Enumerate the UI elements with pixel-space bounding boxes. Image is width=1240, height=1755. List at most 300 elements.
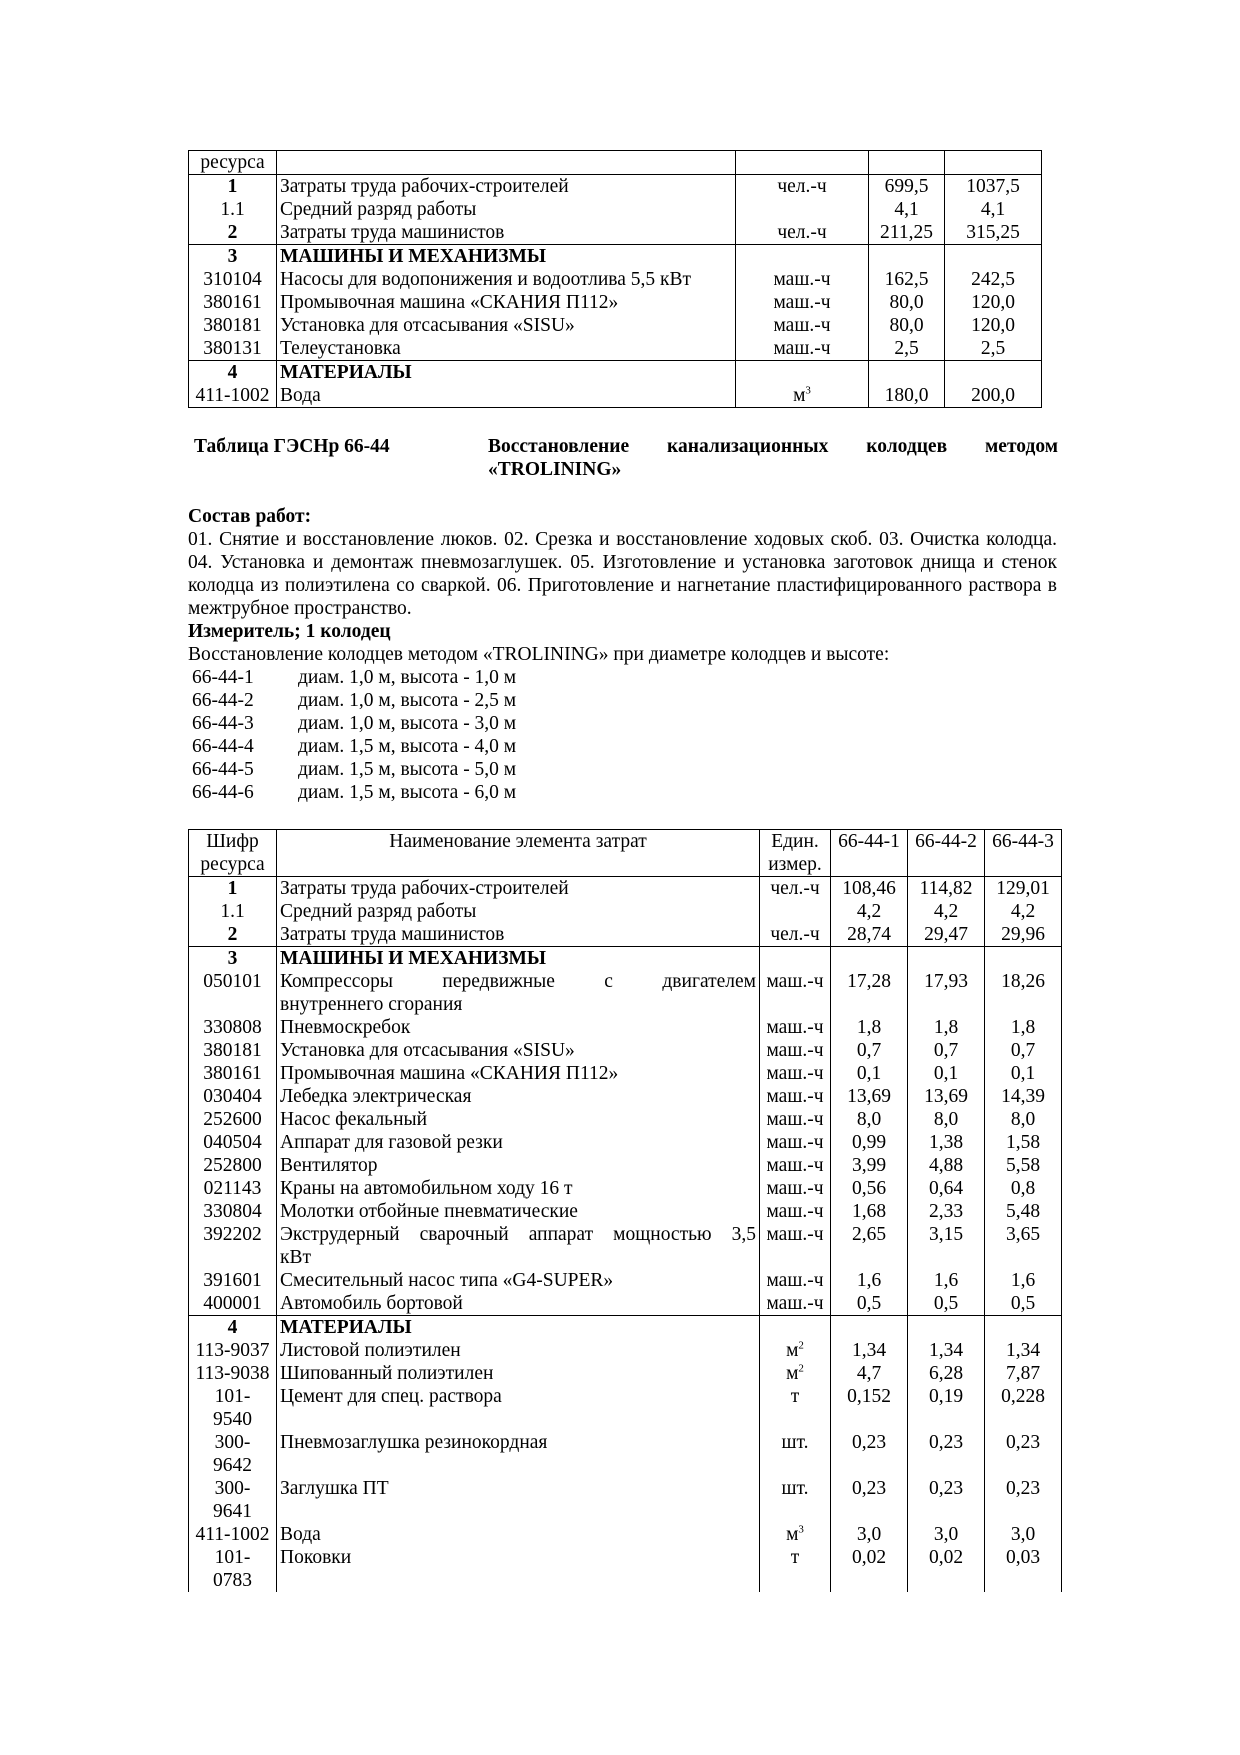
header-code: Шифр ресурса xyxy=(189,830,277,877)
variant-item xyxy=(188,758,1057,781)
value-cell-1: 4,2 xyxy=(831,900,908,923)
name-cell-line: Краны на автомобильном ходу 16 т xyxy=(280,1178,573,1199)
unit-text: маш.-ч xyxy=(773,338,831,359)
unit-cell xyxy=(760,923,831,947)
name-cell-line: Цемент для спец. раствора xyxy=(280,1386,502,1407)
unit-text: маш.-ч xyxy=(773,269,831,290)
name-cell xyxy=(277,1523,760,1546)
code-cell xyxy=(189,1062,277,1085)
value-cell-1: 0,99 xyxy=(831,1131,908,1154)
name-cell xyxy=(277,877,760,901)
code-cell-line: 3 xyxy=(227,246,238,267)
value-cell-1: 8,0 xyxy=(831,1108,908,1131)
name-cell xyxy=(277,1477,760,1523)
value-cell-3: 129,01 xyxy=(985,877,1062,901)
value-cell-2: 13,69 xyxy=(908,1085,985,1108)
value-cell-1: 28,74 xyxy=(831,923,908,947)
unit-cell xyxy=(736,198,869,221)
name-cell xyxy=(277,900,760,923)
code-cell-line: 101- xyxy=(214,1547,251,1568)
variant-item xyxy=(188,666,1057,689)
unit-text: маш.-ч xyxy=(766,1109,824,1130)
value-cell-2 xyxy=(945,361,1042,385)
value-cell-2: 17,93 xyxy=(908,970,985,1016)
unit-cell xyxy=(736,384,869,408)
name-cell xyxy=(277,1085,760,1108)
unit-cell xyxy=(736,268,869,291)
name-cell-line: МАШИНЫ И МЕХАНИЗМЫ xyxy=(280,948,547,969)
value-cell-1: 80,0 xyxy=(869,291,945,314)
unit-cell xyxy=(760,1316,831,1340)
value-cell-3: 29,96 xyxy=(985,923,1062,947)
name-cell-line: Промывочная машина «СКАНИЯ П112» xyxy=(280,292,619,313)
code-cell-line: 021143 xyxy=(203,1178,262,1199)
table-row xyxy=(189,1431,1062,1477)
name-cell xyxy=(277,1362,760,1385)
code-cell-line: 1.1 xyxy=(220,901,245,922)
table-row xyxy=(189,1385,1062,1431)
code-cell xyxy=(189,1108,277,1131)
table1-body xyxy=(189,151,1042,408)
name-cell-line: Насосы для водопонижения и водоотлива 5,5 кВт xyxy=(280,269,692,290)
name-cell-line: Пневмоскребок xyxy=(280,1017,411,1038)
value-cell-2: 0,23 xyxy=(908,1431,985,1477)
unit-cell xyxy=(760,1200,831,1223)
unit-text: чел.-ч xyxy=(770,878,820,899)
name-cell xyxy=(277,923,760,947)
unit-cell xyxy=(760,1016,831,1039)
variant-item xyxy=(188,689,1057,712)
unit-text: маш.-ч xyxy=(766,1224,824,1245)
table-row xyxy=(189,361,1042,385)
value-cell-2: 2,33 xyxy=(908,1200,985,1223)
name-cell-line: Насос фекальный xyxy=(280,1109,428,1130)
unit-cell xyxy=(760,1085,831,1108)
value-cell-2: 114,82 xyxy=(908,877,985,901)
code-cell xyxy=(189,291,277,314)
name-cell-line: Средний разряд работы xyxy=(280,199,477,220)
name-cell-line: МАТЕРИАЛЫ xyxy=(280,1317,412,1338)
value-cell-1: 699,5 xyxy=(869,175,945,199)
table-row xyxy=(189,970,1062,1016)
variant-item xyxy=(188,781,1057,804)
table-row xyxy=(189,1131,1062,1154)
table-row xyxy=(189,175,1042,199)
value-cell-2: 1,38 xyxy=(908,1131,985,1154)
name-cell-line2: внутреннего сгорания xyxy=(280,994,463,1015)
name-cell xyxy=(277,384,736,408)
name-cell-line: Средний разряд работы xyxy=(280,901,477,922)
table-row xyxy=(189,1269,1062,1292)
value-cell-3: 4,2 xyxy=(985,900,1062,923)
unit-cell xyxy=(736,337,869,361)
header-col-2: 66-44-2 xyxy=(908,830,985,877)
unit-exponent: 3 xyxy=(805,384,811,397)
code-cell-line: 400001 xyxy=(203,1293,262,1314)
value-cell-2 xyxy=(945,245,1042,269)
code-cell xyxy=(189,1316,277,1340)
name-cell xyxy=(277,268,736,291)
unit-text: маш.-ч xyxy=(766,1017,824,1038)
unit-text: м xyxy=(786,1363,799,1384)
value-cell-2: 0,02 xyxy=(908,1546,985,1592)
name-cell xyxy=(277,1223,760,1269)
value-cell-1: 0,02 xyxy=(831,1546,908,1592)
variants-list xyxy=(188,666,1057,804)
value-cell-2: 0,64 xyxy=(908,1177,985,1200)
value-cell-1: 0,5 xyxy=(831,1292,908,1316)
variants-intro: Восстановление колодцев методом «TROLINING» при диаметре колодцев и высоте: xyxy=(188,644,890,665)
table-row xyxy=(189,1108,1062,1131)
variant-desc: диам. 1,5 м, высота - 5,0 м xyxy=(298,759,517,780)
code-cell-line: 030404 xyxy=(203,1086,262,1107)
unit-cell xyxy=(760,1431,831,1477)
table-row xyxy=(189,1039,1062,1062)
name-cell-line: Поковки xyxy=(280,1547,352,1568)
value-cell-1: 1,68 xyxy=(831,1200,908,1223)
header-unit: Един. измер. xyxy=(760,830,831,877)
code-cell-line: 300- xyxy=(214,1478,251,1499)
code-cell xyxy=(189,1339,277,1362)
name-cell xyxy=(277,1108,760,1131)
code-cell xyxy=(189,1131,277,1154)
unit-cell xyxy=(760,1039,831,1062)
name-cell xyxy=(277,1131,760,1154)
name-cell-line: Вода xyxy=(280,1524,321,1545)
code-cell xyxy=(189,245,277,269)
name-cell xyxy=(277,1177,760,1200)
code-cell-line2: 0783 xyxy=(213,1570,252,1591)
code-cell xyxy=(189,947,277,971)
value-cell-3: 1,8 xyxy=(985,1016,1062,1039)
code-cell xyxy=(189,1362,277,1385)
unit-text: т xyxy=(790,1547,800,1568)
code-cell xyxy=(189,198,277,221)
unit-text: чел.-ч xyxy=(777,176,827,197)
name-cell xyxy=(277,1200,760,1223)
name-cell-line: Экструдерный сварочный аппарат мощностью 3,5 xyxy=(280,1224,756,1245)
code-cell xyxy=(189,900,277,923)
value-cell-3: 0,23 xyxy=(985,1431,1062,1477)
unit-text: маш.-ч xyxy=(773,292,831,313)
code-cell-line: 3 xyxy=(227,948,238,969)
unit-text: маш.-ч xyxy=(766,1270,824,1291)
variant-code: 66-44-5 xyxy=(192,759,254,780)
value-cell-1: 211,25 xyxy=(869,221,945,245)
header-name: Наименование элемента затрат xyxy=(277,830,760,877)
unit-text: маш.-ч xyxy=(766,1040,824,1061)
code-cell xyxy=(189,1385,277,1431)
value-cell-2: 1037,5 xyxy=(945,175,1042,199)
unit-text: м xyxy=(786,1524,799,1545)
code-cell xyxy=(189,1292,277,1316)
value-cell-1: 0,23 xyxy=(831,1477,908,1523)
unit-text: маш.-ч xyxy=(773,315,831,336)
unit-cell xyxy=(760,1523,831,1546)
name-cell xyxy=(277,1269,760,1292)
name-cell xyxy=(277,1062,760,1085)
value-cell-2: 2,5 xyxy=(945,337,1042,361)
unit-text: шт. xyxy=(781,1432,809,1453)
value-cell-2: 1,8 xyxy=(908,1016,985,1039)
code-cell-line: 391601 xyxy=(203,1270,262,1291)
unit-cell xyxy=(760,1154,831,1177)
value-cell-1 xyxy=(869,245,945,269)
unit-exponent: 3 xyxy=(798,1523,804,1536)
value-cell-1: 108,46 xyxy=(831,877,908,901)
variant-code: 66-44-3 xyxy=(192,713,254,734)
code-cell xyxy=(189,268,277,291)
code-cell-line: 330808 xyxy=(203,1017,262,1038)
value-cell-3: 8,0 xyxy=(985,1108,1062,1131)
unit-cell xyxy=(760,900,831,923)
variant-desc: диам. 1,0 м, высота - 2,5 м xyxy=(298,690,517,711)
name-cell xyxy=(277,1339,760,1362)
value-cell-1: 0,152 xyxy=(831,1385,908,1431)
value-cell-2: 120,0 xyxy=(945,291,1042,314)
value-cell-2: 6,28 xyxy=(908,1362,985,1385)
value-cell-3: 7,87 xyxy=(985,1362,1062,1385)
variant-code: 66-44-1 xyxy=(192,667,254,688)
value-cell-1 xyxy=(831,947,908,971)
table-row xyxy=(189,1292,1062,1316)
unit-cell xyxy=(760,1108,831,1131)
unit-cell xyxy=(760,947,831,971)
value-cell-1: 80,0 xyxy=(869,314,945,337)
code-cell-line: 1.1 xyxy=(220,199,245,220)
name-cell xyxy=(277,947,760,971)
value-cell-1: 3,0 xyxy=(831,1523,908,1546)
code-cell-line: 310104 xyxy=(203,269,262,290)
name-cell xyxy=(277,291,736,314)
code-cell xyxy=(189,923,277,947)
table-row xyxy=(189,245,1042,269)
name-cell-line: МАШИНЫ И МЕХАНИЗМЫ xyxy=(280,246,547,267)
table-row xyxy=(189,1085,1062,1108)
unit-cell xyxy=(760,970,831,1016)
unit-text: чел.-ч xyxy=(777,222,827,243)
value-cell-2: 3,15 xyxy=(908,1223,985,1269)
value-cell-2: 1,34 xyxy=(908,1339,985,1362)
unit-text: м xyxy=(793,385,806,406)
code-cell-line: 392202 xyxy=(203,1224,262,1245)
code-cell-line: 380181 xyxy=(203,1040,262,1061)
table-row xyxy=(189,1200,1062,1223)
code-cell xyxy=(189,1269,277,1292)
name-cell-line: Промывочная машина «СКАНИЯ П112» xyxy=(280,1063,619,1084)
value-cell-1: 1,34 xyxy=(831,1339,908,1362)
value-cell-2: 1,6 xyxy=(908,1269,985,1292)
header-col-1: 66-44-1 xyxy=(831,830,908,877)
variant-desc: диам. 1,5 м, высота - 6,0 м xyxy=(298,782,517,803)
code-cell-line: 300- xyxy=(214,1432,251,1453)
code-cell-line: 2 xyxy=(227,222,238,243)
name-cell-line: Затраты труда машинистов xyxy=(280,924,505,945)
unit-cell xyxy=(760,1269,831,1292)
table-row xyxy=(189,1339,1062,1362)
value-cell-1: 0,1 xyxy=(831,1062,908,1085)
code-cell-line: 2 xyxy=(227,924,238,945)
unit-cell xyxy=(760,1292,831,1316)
name-cell-line: Установка для отсасывания «SISU» xyxy=(280,315,575,336)
code-cell xyxy=(189,337,277,361)
name-cell-line: Аппарат для газовой резки xyxy=(280,1132,503,1153)
code-cell-line2: 9641 xyxy=(213,1501,252,1522)
name-cell-line: Установка для отсасывания «SISU» xyxy=(280,1040,575,1061)
unit-text: маш.-ч xyxy=(766,971,824,992)
value-cell-2: 242,5 xyxy=(945,268,1042,291)
value-cell-3 xyxy=(985,1316,1062,1340)
table-row xyxy=(189,1523,1062,1546)
resource-table-continued xyxy=(188,150,1042,408)
value-cell-3: 0,228 xyxy=(985,1385,1062,1431)
unit-cell xyxy=(760,1177,831,1200)
code-cell-line: 050101 xyxy=(203,971,262,992)
value-cell-2: 0,5 xyxy=(908,1292,985,1316)
name-cell xyxy=(277,1385,760,1431)
table-title: Восстановление канализационных колодцев методом «TROLINING» xyxy=(488,436,1058,480)
value-cell-1: 2,65 xyxy=(831,1223,908,1269)
value-cell-1: 17,28 xyxy=(831,970,908,1016)
code-cell xyxy=(189,1085,277,1108)
composition-label: Состав работ: xyxy=(188,506,312,527)
name-cell-line: Пневмозаглушка резинокордная xyxy=(280,1432,548,1453)
value-cell-3: 1,58 xyxy=(985,1131,1062,1154)
table-row xyxy=(189,268,1042,291)
unit-text: маш.-ч xyxy=(766,1155,824,1176)
value-cell-3: 5,58 xyxy=(985,1154,1062,1177)
code-cell-line: 252800 xyxy=(203,1155,262,1176)
table-row xyxy=(189,1062,1062,1085)
variant-desc: диам. 1,0 м, высота - 1,0 м xyxy=(298,667,517,688)
value-cell-1: 0,7 xyxy=(831,1039,908,1062)
value-cell-2: 4,1 xyxy=(945,198,1042,221)
name-cell xyxy=(277,1039,760,1062)
variant-item xyxy=(188,712,1057,735)
table-row xyxy=(189,877,1062,901)
unit-text: шт. xyxy=(781,1478,809,1499)
value-cell-1 xyxy=(869,361,945,385)
value-cell-1: 4,7 xyxy=(831,1362,908,1385)
name-cell xyxy=(277,1154,760,1177)
variant-desc: диам. 1,0 м, высота - 3,0 м xyxy=(298,713,517,734)
code-cell-line: 252600 xyxy=(203,1109,262,1130)
code-cell-line: 113-9037 xyxy=(195,1340,270,1361)
table-row xyxy=(189,384,1042,408)
unit-cell xyxy=(760,1477,831,1523)
code-cell xyxy=(189,314,277,337)
code-cell xyxy=(189,1200,277,1223)
value-cell-2: 4,88 xyxy=(908,1154,985,1177)
table-row xyxy=(189,1154,1062,1177)
unit-text: маш.-ч xyxy=(766,1178,824,1199)
name-cell xyxy=(277,221,736,245)
unit-text: маш.-ч xyxy=(766,1201,824,1222)
table-row xyxy=(189,221,1042,245)
value-cell-3: 0,8 xyxy=(985,1177,1062,1200)
table-row xyxy=(189,1546,1062,1592)
unit-text: чел.-ч xyxy=(770,924,820,945)
name-cell-line: Молотки отбойные пневматические xyxy=(280,1201,578,1222)
unit-cell xyxy=(760,1546,831,1592)
unit-exponent: 2 xyxy=(798,1362,804,1375)
table1-header-row xyxy=(189,151,1042,175)
name-cell-line2: кВт xyxy=(280,1247,312,1268)
code-cell xyxy=(189,221,277,245)
code-cell xyxy=(189,1477,277,1523)
value-cell-3: 0,03 xyxy=(985,1546,1062,1592)
table2-header-row xyxy=(189,830,1062,877)
value-cell-2: 0,19 xyxy=(908,1385,985,1431)
name-cell xyxy=(277,198,736,221)
unit-text: маш.-ч xyxy=(766,1132,824,1153)
name-cell-line: МАТЕРИАЛЫ xyxy=(280,362,412,383)
value-cell-1: 2,5 xyxy=(869,337,945,361)
meter-line: Измеритель; 1 колодец xyxy=(188,621,391,642)
unit-cell xyxy=(760,1062,831,1085)
value-cell-2 xyxy=(908,947,985,971)
table-row xyxy=(189,1177,1062,1200)
code-cell xyxy=(189,1177,277,1200)
value-cell-2: 0,23 xyxy=(908,1477,985,1523)
table-row xyxy=(189,1016,1062,1039)
unit-cell xyxy=(760,1339,831,1362)
unit-cell xyxy=(760,1385,831,1431)
table-row xyxy=(189,337,1042,361)
resource-table xyxy=(188,829,1062,1592)
value-cell-1: 1,8 xyxy=(831,1016,908,1039)
code-cell-line: 380161 xyxy=(203,1063,262,1084)
value-cell-3: 0,5 xyxy=(985,1292,1062,1316)
name-cell xyxy=(277,1316,760,1340)
value-cell-1: 180,0 xyxy=(869,384,945,408)
table-row xyxy=(189,900,1062,923)
name-cell-line: Лебедка электрическая xyxy=(280,1086,472,1107)
value-cell-3: 14,39 xyxy=(985,1085,1062,1108)
name-cell-line: Шипованный полиэтилен xyxy=(280,1363,494,1384)
code-cell-line: 411-1002 xyxy=(195,1524,270,1545)
code-cell xyxy=(189,1016,277,1039)
code-cell-line: 411-1002 xyxy=(195,385,270,406)
unit-cell xyxy=(736,245,869,269)
value-cell-1: 0,23 xyxy=(831,1431,908,1477)
unit-text: маш.-ч xyxy=(766,1293,824,1314)
table-row xyxy=(189,1316,1062,1340)
code-cell-line: 040504 xyxy=(203,1132,262,1153)
value-cell-3: 5,48 xyxy=(985,1200,1062,1223)
unit-cell xyxy=(760,1362,831,1385)
table-row xyxy=(189,1477,1062,1523)
value-cell-1 xyxy=(831,1316,908,1340)
value-cell-1: 0,56 xyxy=(831,1177,908,1200)
unit-cell xyxy=(760,877,831,901)
name-cell xyxy=(277,245,736,269)
table2-body xyxy=(189,830,1062,1593)
value-cell-1: 3,99 xyxy=(831,1154,908,1177)
value-cell-2: 29,47 xyxy=(908,923,985,947)
code-cell xyxy=(189,877,277,901)
value-cell-1: 13,69 xyxy=(831,1085,908,1108)
unit-cell xyxy=(760,1223,831,1269)
value-cell-2 xyxy=(908,1316,985,1340)
value-cell-3: 1,6 xyxy=(985,1269,1062,1292)
name-cell-line: Затраты труда машинистов xyxy=(280,222,505,243)
value-cell-2: 0,7 xyxy=(908,1039,985,1062)
value-cell-2: 8,0 xyxy=(908,1108,985,1131)
name-cell-line: Заглушка ПТ xyxy=(280,1478,389,1499)
table-row xyxy=(189,291,1042,314)
table-code: Таблица ГЭСНр 66-44 xyxy=(194,436,390,457)
